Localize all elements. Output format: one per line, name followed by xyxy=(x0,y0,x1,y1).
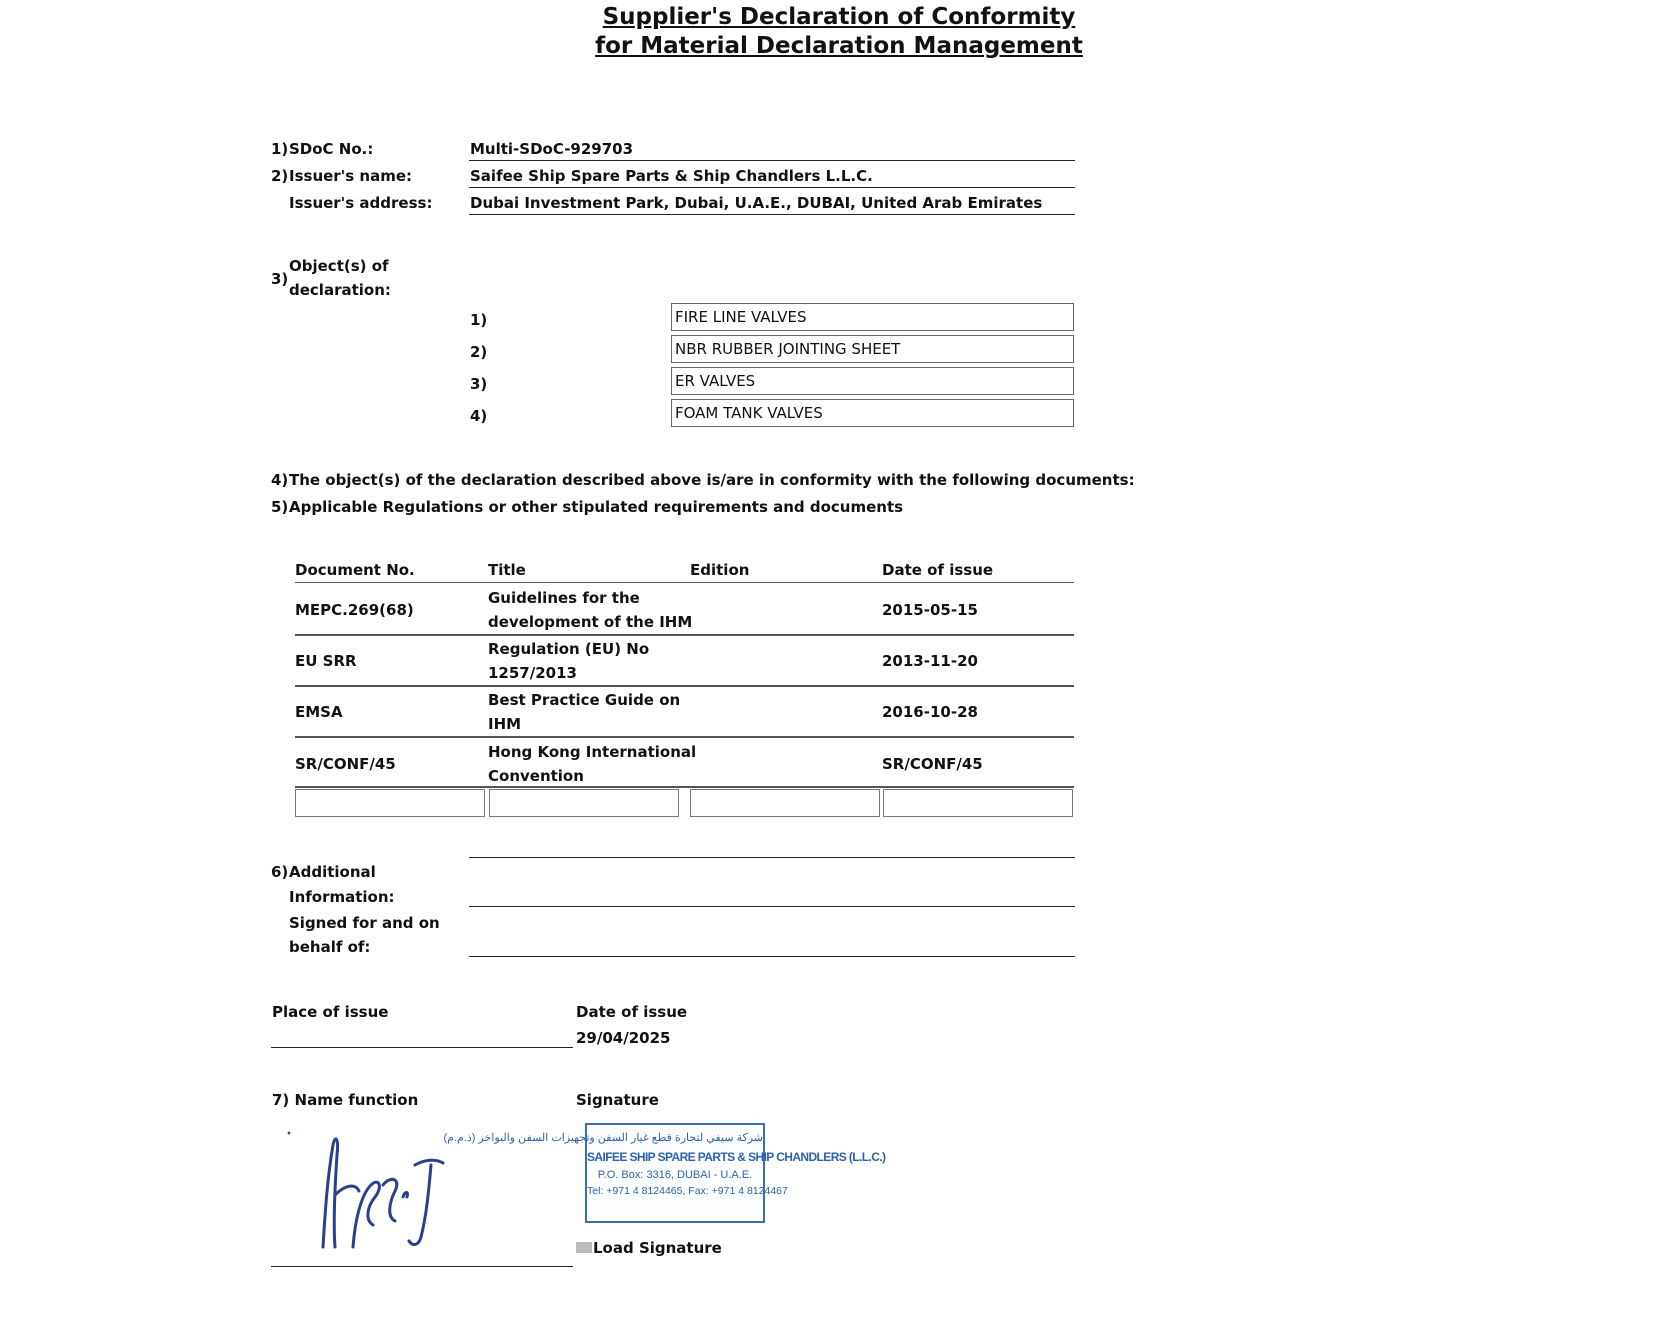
cell-title-line1: Hong Kong International xyxy=(488,743,697,761)
table-row-separator xyxy=(295,786,1074,788)
object-item-number: 1) xyxy=(470,311,488,329)
document-title-line1: Supplier's Declaration of Conformity xyxy=(602,4,1076,30)
date-of-issue-value: 29/04/2025 xyxy=(576,1029,671,1047)
additional-info-input-line[interactable] xyxy=(469,906,1075,907)
statement-5-number: 5) xyxy=(271,498,289,516)
col-header-edition: Edition xyxy=(690,561,750,579)
regulations-statement: Applicable Regulations or other stipulated requirements and documents xyxy=(289,498,904,516)
company-stamp xyxy=(443,1123,886,1223)
additional-number: 6) xyxy=(271,863,289,881)
cell-document-no: MEPC.269(68) xyxy=(295,601,414,619)
name-function-label: 7) Name function xyxy=(272,1091,419,1109)
new-edition-input[interactable] xyxy=(690,789,880,817)
new-document-no-input[interactable] xyxy=(295,789,485,817)
cell-date: 2013-11-20 xyxy=(882,652,978,670)
cell-title-line1: Best Practice Guide on xyxy=(488,691,681,709)
cell-document-no: EMSA xyxy=(295,703,343,721)
objects-label-line2: declaration: xyxy=(289,281,391,299)
col-header-title: Title xyxy=(488,561,526,579)
load-signature-button[interactable] xyxy=(576,1239,722,1257)
cell-title-line2: development of the IHM xyxy=(488,613,693,631)
table-header-line xyxy=(295,582,1074,583)
cell-date: 2015-05-15 xyxy=(882,601,978,619)
object-item-number: 4) xyxy=(470,407,488,425)
additional-label-line2: Information: xyxy=(289,888,395,906)
issuer-name-label: Issuer's name: xyxy=(289,167,413,185)
load-signature-label: Load Signature xyxy=(593,1239,722,1257)
additional-label-line1: Additional xyxy=(289,863,376,881)
object-item-number: 2) xyxy=(470,343,488,361)
place-of-issue-label: Place of issue xyxy=(272,1003,389,1021)
object-item-field[interactable]: FIRE LINE VALVES xyxy=(671,303,1074,331)
table-row-separator xyxy=(295,736,1074,738)
place-of-issue-line[interactable] xyxy=(271,1047,573,1048)
object-item-field[interactable]: ER VALVES xyxy=(671,367,1074,395)
load-signature-icon xyxy=(576,1242,592,1253)
cell-document-no: SR/CONF/45 xyxy=(295,755,396,773)
additional-info-line xyxy=(469,857,1075,858)
date-of-issue-label: Date of issue xyxy=(576,1003,688,1021)
sdoc-number: 1) xyxy=(271,140,289,158)
object-item-field[interactable]: FOAM TANK VALVES xyxy=(671,399,1074,427)
stamp-arabic-text: شركة سيفي لتجارة قطع غيار السفن وتجهيزات السفن والبواخر (ذ.م.م) xyxy=(443,1132,763,1144)
cell-document-no: EU SRR xyxy=(295,652,357,670)
signed-for-label-line2: behalf of: xyxy=(289,938,371,956)
stamp-phone: Tel: +971 4 8124465, Fax: +971 4 8124467 xyxy=(587,1185,788,1197)
cell-title-line2: 1257/2013 xyxy=(488,664,577,682)
issuer-address-label: Issuer's address: xyxy=(289,194,433,212)
col-header-date: Date of issue xyxy=(882,561,994,579)
name-function-line xyxy=(271,1266,573,1267)
table-row-separator xyxy=(295,685,1074,687)
signed-for-label-line1: Signed for and on xyxy=(289,914,440,932)
issuer-name-underline xyxy=(469,187,1075,188)
issuer-number: 2) xyxy=(271,167,289,185)
issuer-name-value: Saifee Ship Spare Parts & Ship Chandlers L.L.C. xyxy=(470,167,873,185)
objects-label-line1: Object(s) of xyxy=(289,257,389,275)
object-item-number: 3) xyxy=(470,375,488,393)
sdoc-label: SDoC No.: xyxy=(289,140,374,158)
cell-date: 2016-10-28 xyxy=(882,703,978,721)
signature-label: Signature xyxy=(576,1091,659,1109)
table-row-separator xyxy=(295,634,1074,636)
document-title-line2: for Material Declaration Management xyxy=(595,33,1083,59)
new-date-input[interactable] xyxy=(883,789,1073,817)
sdoc-underline xyxy=(469,160,1075,161)
handwritten-signature xyxy=(275,1125,475,1255)
col-header-document-no: Document No. xyxy=(295,561,415,579)
issuer-address-value: Dubai Investment Park, Dubai, U.A.E., DUBAI, United Arab Emirates xyxy=(470,194,1043,212)
statement-4-number: 4) xyxy=(271,471,289,489)
new-title-input[interactable] xyxy=(489,789,679,817)
conformity-statement: The object(s) of the declaration described above is/are in conformity with the following documents: xyxy=(289,471,1135,489)
issuer-address-underline xyxy=(469,214,1075,215)
object-item-field[interactable]: NBR RUBBER JOINTING SHEET xyxy=(671,335,1074,363)
cell-date: SR/CONF/45 xyxy=(882,755,983,773)
stamp-pobox: P.O. Box: 3316, DUBAI - U.A.E. xyxy=(597,1169,753,1181)
cell-title-line1: Guidelines for the xyxy=(488,589,640,607)
objects-number: 3) xyxy=(271,270,289,288)
sdoc-value: Multi-SDoC-929703 xyxy=(470,140,634,158)
cell-title-line1: Regulation (EU) No xyxy=(488,640,650,658)
signed-for-input-line[interactable] xyxy=(469,956,1075,957)
cell-title-line2: Convention xyxy=(488,767,584,785)
cell-title-line2: IHM xyxy=(488,715,522,733)
stamp-company-name: SAIFEE SHIP SPARE PARTS & SHIP CHANDLERS (L.L.C.) xyxy=(587,1150,886,1164)
